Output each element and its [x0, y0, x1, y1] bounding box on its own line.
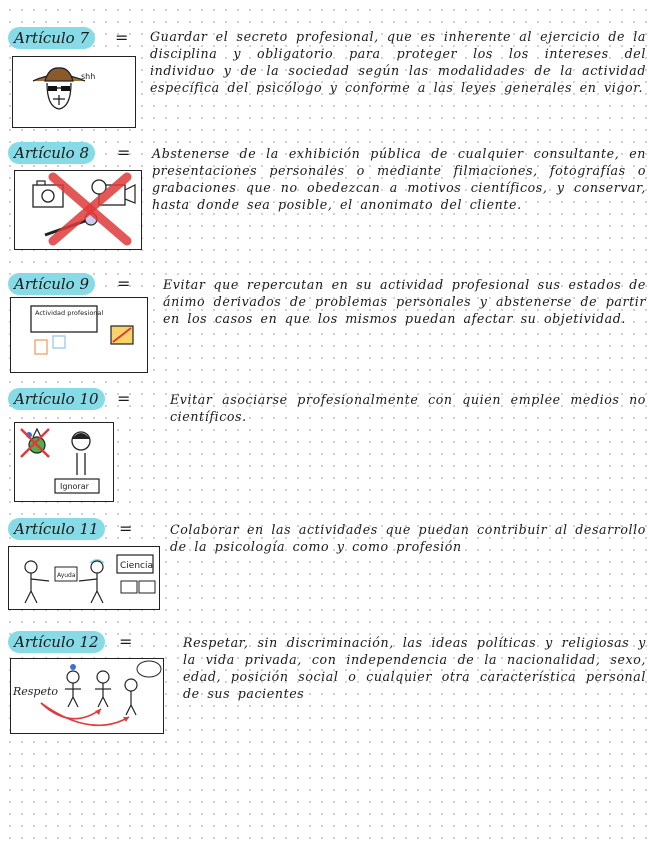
equals-sign: =: [117, 389, 131, 408]
ayuda-caption: Ayuda: [57, 572, 76, 579]
equals-sign: =: [119, 519, 133, 538]
article-12-label: Artículo 12: [8, 631, 105, 653]
equals-sign: =: [117, 143, 131, 162]
article-7-illustration: [12, 56, 136, 128]
article-7-text: Guardar el secreto profesional, que es inherente al ejercicio de la disciplina y obligatorio para proteger los los intereses del individuo y de la sociedad según las modalidades de la actividad específica del psicólogo y conforme a las leyes generales en vigor.: [150, 29, 646, 95]
article-9-label: Artículo 9: [8, 273, 95, 295]
article-7-label: Artículo 7: [8, 27, 95, 49]
article-11-label: Artículo 11: [8, 518, 105, 540]
article-8-text: Abstenerse de la exhibición pública de cualquier consultante, en presentaciones personales o mediante filmaciones, fotografías o grabaciones que no obedezcan a motivos científicos, y conservar, hasta donde sea posible, el anonimato del cliente.: [152, 146, 646, 212]
article-12-text: Respetar, sin discriminación, las ideas políticas y religiosas y la vida privada, con independencia de la nacionalidad, sexo, edad, posición social o cualquier otra característica personal de sus pacientes: [183, 635, 646, 701]
equals-sign: =: [115, 28, 129, 47]
ignorar-caption: Ignorar: [60, 482, 89, 491]
equals-sign: =: [119, 632, 133, 651]
article-11-text: Colaborar en las actividades que puedan contribuir al desarrollo de la psicología como y como profesión: [170, 522, 646, 554]
article-12-illustration: [10, 658, 164, 734]
article-8-label: Artículo 8: [8, 142, 95, 164]
article-10-text: Evitar asociarse profesionalmente con quien emplee medios no científicos.: [170, 392, 646, 424]
ciencia-caption: Ciencia: [120, 561, 153, 571]
article-9-text: Evitar que repercutan en su actividad profesional sus estados de ánimo derivados de problemas personales y abstenerse de partir en los casos en que los mismos puedan afectar su objetividad.: [163, 277, 646, 326]
equals-sign: =: [117, 274, 131, 293]
article-9-illustration: [10, 297, 148, 373]
shh-caption: shh: [81, 72, 96, 81]
article-10-label: Artículo 10: [8, 388, 105, 410]
article-10-illustration: [14, 422, 114, 502]
article-8-illustration: [14, 170, 142, 250]
respeto-caption: Respeto: [13, 685, 59, 698]
actividad-caption: Actividad profesional: [35, 309, 104, 317]
article-11-illustration: [8, 546, 160, 610]
